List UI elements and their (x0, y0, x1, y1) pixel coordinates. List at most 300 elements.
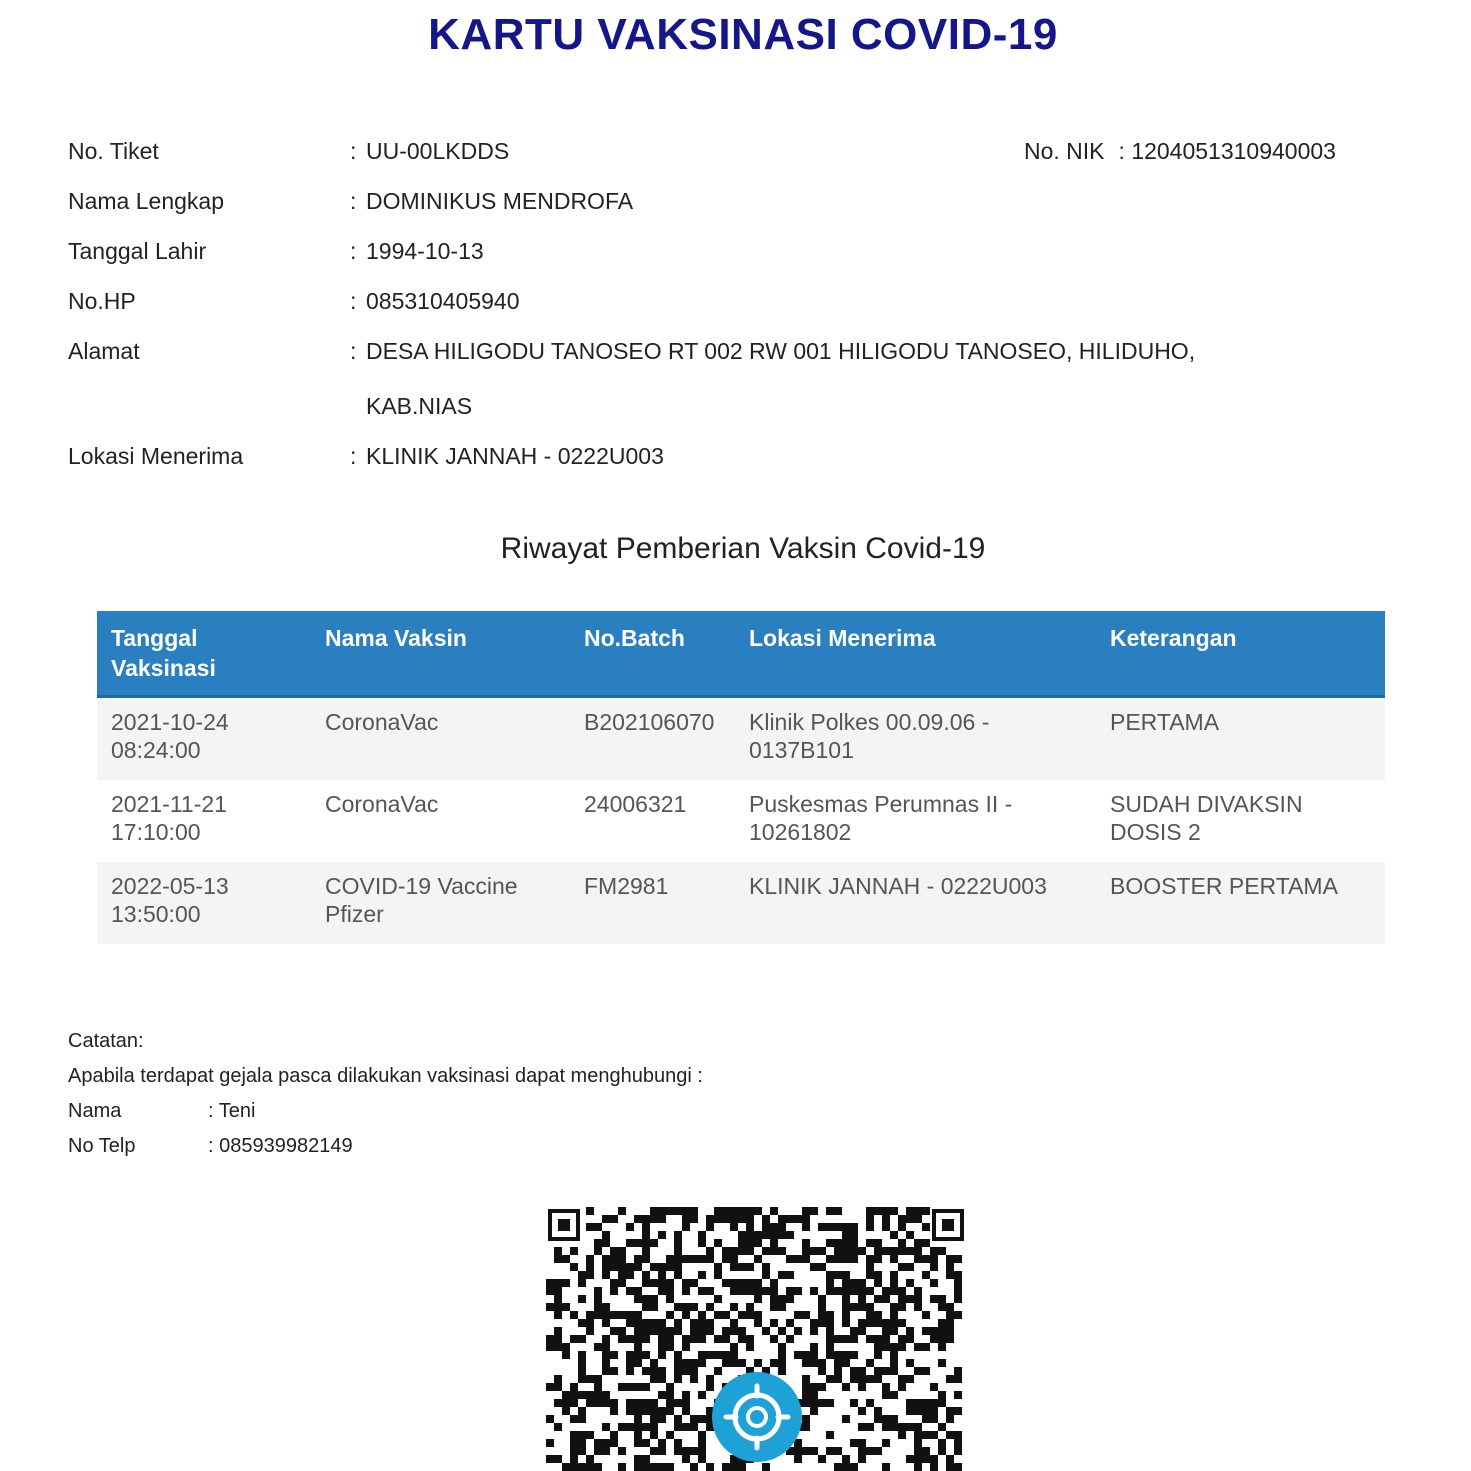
qr-module (762, 1247, 770, 1255)
qr-module (602, 1423, 610, 1431)
qr-module (618, 1423, 626, 1431)
qr-module (570, 1399, 578, 1407)
location-label: Lokasi Menerima (68, 443, 244, 469)
colon: : (350, 443, 357, 469)
qr-module (738, 1335, 746, 1343)
qr-module (618, 1279, 626, 1287)
info-row-dob (68, 230, 1388, 280)
qr-module (874, 1447, 882, 1455)
qr-module (842, 1279, 850, 1287)
qr-module (674, 1247, 682, 1255)
qr-module (754, 1359, 762, 1367)
qr-module (626, 1335, 634, 1343)
qr-module (634, 1351, 642, 1359)
qr-module (602, 1359, 610, 1367)
qr-module (842, 1455, 850, 1463)
info-row-address (68, 330, 1388, 435)
qr-module (890, 1271, 898, 1279)
qr-module (586, 1399, 594, 1407)
qr-module (730, 1463, 738, 1471)
qr-module (922, 1223, 930, 1231)
qr-module (778, 1223, 786, 1231)
qr-module (874, 1415, 882, 1423)
qr-module (586, 1455, 594, 1463)
qr-module (810, 1407, 818, 1415)
qr-module (682, 1407, 690, 1415)
qr-module (946, 1263, 954, 1271)
nik-label: No. NIK (1024, 138, 1105, 164)
qr-module (682, 1287, 690, 1295)
qr-module (690, 1367, 698, 1375)
qr-module (866, 1447, 874, 1455)
qr-module (882, 1423, 890, 1431)
qr-module (610, 1311, 618, 1319)
qr-module (842, 1239, 850, 1247)
qr-module (594, 1383, 602, 1391)
qr-module (898, 1375, 906, 1383)
qr-module (674, 1231, 682, 1239)
qr-module (850, 1223, 858, 1231)
qr-module (554, 1399, 562, 1407)
qr-module (858, 1447, 866, 1455)
qr-module (690, 1359, 698, 1367)
qr-module (666, 1327, 674, 1335)
qr-module (658, 1351, 666, 1359)
qr-module (618, 1247, 626, 1255)
qr-module (610, 1431, 618, 1439)
qr-module (922, 1431, 930, 1439)
qr-module (914, 1455, 922, 1463)
address-value-wrap (350, 324, 1310, 434)
qr-module (882, 1463, 890, 1471)
qr-module (930, 1463, 938, 1471)
qr-module (546, 1335, 554, 1343)
qr-module (898, 1423, 906, 1431)
qr-module (642, 1295, 650, 1303)
qr-module (874, 1279, 882, 1287)
qr-module (906, 1247, 914, 1255)
qr-module (906, 1295, 914, 1303)
qr-module (826, 1319, 834, 1327)
qr-module (826, 1255, 834, 1263)
info-row-name (68, 180, 1388, 230)
qr-module (786, 1271, 794, 1279)
qr-module (850, 1463, 858, 1471)
remarks-line1: SUDAH DIVAKSIN (1110, 791, 1303, 817)
qr-module (762, 1263, 770, 1271)
location-line1: Klinik Polkes 00.09.06 - (749, 709, 990, 735)
qr-module (634, 1383, 642, 1391)
qr-module (826, 1335, 834, 1343)
qr-module (810, 1399, 818, 1407)
qr-module (850, 1367, 858, 1375)
qr-module (834, 1447, 842, 1455)
qr-module (906, 1207, 914, 1215)
qr-module (698, 1311, 706, 1319)
qr-module (578, 1463, 586, 1471)
qr-module (834, 1255, 842, 1263)
address-label: Alamat (68, 338, 140, 364)
qr-module (578, 1375, 586, 1383)
qr-module (610, 1407, 618, 1415)
qr-module (618, 1311, 626, 1319)
qr-module (634, 1423, 642, 1431)
qr-module (938, 1303, 946, 1311)
qr-module (834, 1239, 842, 1247)
qr-module (850, 1303, 858, 1311)
qr-module (602, 1399, 610, 1407)
qr-module (634, 1255, 642, 1263)
qr-module (938, 1359, 946, 1367)
qr-module (890, 1255, 898, 1263)
qr-module (954, 1295, 962, 1303)
qr-module (738, 1215, 746, 1223)
location-line1: KLINIK JANNAH - 0222U003 (749, 873, 1047, 899)
qr-module (842, 1255, 850, 1263)
qr-module (762, 1463, 770, 1471)
qr-module (818, 1247, 826, 1255)
qr-module (858, 1423, 866, 1431)
qr-module (738, 1207, 746, 1215)
qr-module (946, 1455, 954, 1463)
qr-module (554, 1327, 562, 1335)
qr-module (626, 1351, 634, 1359)
qr-module (554, 1311, 562, 1319)
info-row-location (68, 435, 1388, 485)
qr-module (626, 1399, 634, 1407)
info-row-ticket (68, 130, 1388, 180)
qr-module (642, 1407, 650, 1415)
qr-module (722, 1351, 730, 1359)
qr-module (674, 1367, 682, 1375)
qr-module (674, 1439, 682, 1447)
qr-module (730, 1247, 738, 1255)
qr-module (658, 1439, 666, 1447)
time: 17:10:00 (111, 819, 201, 845)
qr-module (818, 1383, 826, 1391)
qr-module (778, 1231, 786, 1239)
qr-module (858, 1319, 866, 1327)
qr-module (866, 1423, 874, 1431)
qr-module (882, 1215, 890, 1223)
qr-module (850, 1335, 858, 1343)
qr-module (626, 1367, 634, 1375)
qr-module (730, 1343, 738, 1351)
qr-module (578, 1359, 586, 1367)
qr-module (594, 1447, 602, 1455)
qr-module (922, 1455, 930, 1463)
pedulilindungi-logo-icon (712, 1372, 802, 1462)
qr-module (946, 1335, 954, 1343)
qr-module (570, 1463, 578, 1471)
qr-module (898, 1383, 906, 1391)
qr-module (610, 1351, 618, 1359)
qr-module (866, 1271, 874, 1279)
qr-module (554, 1375, 562, 1383)
contact-phone-row (68, 1130, 703, 1165)
header-batch: No.Batch (570, 611, 735, 697)
qr-module (746, 1311, 754, 1319)
qr-module (866, 1215, 874, 1223)
qr-module (634, 1327, 642, 1335)
qr-module (714, 1271, 722, 1279)
qr-module (594, 1223, 602, 1231)
qr-module (762, 1223, 770, 1231)
qr-module (874, 1255, 882, 1263)
qr-module (682, 1391, 690, 1399)
qr-module (938, 1439, 946, 1447)
qr-module (690, 1447, 698, 1455)
qr-module (930, 1247, 938, 1255)
qr-module (698, 1431, 706, 1439)
qr-module (810, 1319, 818, 1327)
colon: : (350, 188, 357, 214)
qr-module (610, 1247, 618, 1255)
qr-module (802, 1415, 810, 1423)
qr-module (650, 1239, 658, 1247)
qr-module (946, 1311, 954, 1319)
header-date (97, 611, 311, 697)
qr-module (674, 1351, 682, 1359)
qr-module (674, 1319, 682, 1327)
qr-module (618, 1207, 626, 1215)
qr-module (842, 1415, 850, 1423)
qr-module (658, 1319, 666, 1327)
qr-module (658, 1271, 666, 1279)
qr-module (866, 1239, 874, 1247)
qr-module (818, 1311, 826, 1319)
qr-module (778, 1303, 786, 1311)
qr-module (658, 1263, 666, 1271)
qr-module (882, 1439, 890, 1447)
qr-module (602, 1439, 610, 1447)
qr-module (778, 1343, 786, 1351)
qr-module (642, 1319, 650, 1327)
qr-module (906, 1375, 914, 1383)
contact-name-label: Nama (68, 1100, 122, 1122)
qr-module (930, 1431, 938, 1439)
qr-module (802, 1359, 810, 1367)
qr-module (938, 1399, 946, 1407)
qr-module (674, 1415, 682, 1423)
qr-module (602, 1239, 610, 1247)
qr-module (546, 1455, 554, 1463)
qr-module (666, 1407, 674, 1415)
qr-module (810, 1263, 818, 1271)
qr-module (706, 1247, 714, 1255)
qr-module (770, 1231, 778, 1239)
qr-module (690, 1319, 698, 1327)
qr-module (546, 1439, 554, 1447)
qr-module (842, 1223, 850, 1231)
qr-module (658, 1447, 666, 1455)
qr-module (818, 1359, 826, 1367)
vaccine-line2: Pfizer (325, 901, 384, 927)
qr-module (874, 1367, 882, 1375)
qr-module (738, 1463, 746, 1471)
qr-module (898, 1247, 906, 1255)
qr-module (890, 1287, 898, 1295)
qr-module (850, 1287, 858, 1295)
qr-module (602, 1391, 610, 1399)
qr-module (842, 1463, 850, 1471)
qr-module (746, 1279, 754, 1287)
qr-module (882, 1295, 890, 1303)
location-value: KLINIK JANNAH - 0222U003 (366, 443, 664, 469)
qr-module (746, 1303, 754, 1311)
qr-module (578, 1319, 586, 1327)
qr-module (802, 1215, 810, 1223)
qr-module (690, 1279, 698, 1287)
qr-module (874, 1375, 882, 1383)
qr-module (634, 1439, 642, 1447)
qr-module (818, 1367, 826, 1375)
qr-module (650, 1375, 658, 1383)
qr-module (954, 1255, 962, 1263)
qr-module (810, 1343, 818, 1351)
qr-module (770, 1247, 778, 1255)
qr-module (586, 1327, 594, 1335)
qr-module (746, 1335, 754, 1343)
qr-module (634, 1455, 642, 1463)
qr-module (722, 1311, 730, 1319)
qr-module (682, 1215, 690, 1223)
qr-module (626, 1239, 634, 1247)
qr-module (866, 1255, 874, 1263)
qr-module (938, 1319, 946, 1327)
qr-module (914, 1431, 922, 1439)
qr-module (754, 1255, 762, 1263)
qr-module (634, 1287, 642, 1295)
qr-module (810, 1383, 818, 1391)
qr-module (850, 1327, 858, 1335)
qr-module (922, 1271, 930, 1279)
qr-module (706, 1223, 714, 1231)
qr-module (786, 1335, 794, 1343)
qr-module (874, 1343, 882, 1351)
qr-module (770, 1303, 778, 1311)
qr-module (554, 1287, 562, 1295)
qr-module (698, 1455, 706, 1463)
qr-module (554, 1247, 562, 1255)
qr-module (634, 1343, 642, 1351)
qr-module (690, 1463, 698, 1471)
qr-module (874, 1207, 882, 1215)
qr-module (642, 1239, 650, 1247)
qr-module (842, 1247, 850, 1255)
qr-module (562, 1343, 570, 1351)
qr-module (642, 1463, 650, 1471)
cell-date (97, 780, 311, 862)
qr-module (554, 1295, 562, 1303)
qr-module (794, 1351, 802, 1359)
qr-module (850, 1255, 858, 1263)
date: 2021-10-24 (111, 709, 229, 735)
qr-module (570, 1431, 578, 1439)
header-remarks: Keterangan (1096, 611, 1385, 697)
qr-module (554, 1343, 562, 1351)
qr-module (562, 1407, 570, 1415)
qr-module (890, 1367, 898, 1375)
qr-module (642, 1223, 650, 1231)
qr-module (602, 1303, 610, 1311)
qr-module (898, 1431, 906, 1439)
qr-module (762, 1215, 770, 1223)
qr-module (866, 1263, 874, 1271)
qr-module (682, 1279, 690, 1287)
qr-module (674, 1207, 682, 1215)
qr-module (570, 1383, 578, 1391)
qr-module (810, 1327, 818, 1335)
qr-module (594, 1399, 602, 1407)
qr-module (882, 1223, 890, 1231)
name-value: DOMINIKUS MENDROFA (366, 188, 634, 214)
qr-module (626, 1407, 634, 1415)
qr-module (578, 1335, 586, 1343)
qr-module (778, 1359, 786, 1367)
qr-module (802, 1399, 810, 1407)
qr-module (834, 1207, 842, 1215)
qr-module (722, 1207, 730, 1215)
qr-module (922, 1367, 930, 1375)
qr-module (658, 1287, 666, 1295)
location-line2: 10261802 (749, 819, 852, 845)
info-row-phone (68, 280, 1388, 330)
qr-module (594, 1375, 602, 1383)
qr-module (938, 1423, 946, 1431)
qr-module (714, 1335, 722, 1343)
qr-module (586, 1311, 594, 1319)
qr-module (610, 1263, 618, 1271)
cell-remarks (1096, 697, 1385, 781)
qr-module (618, 1463, 626, 1471)
qr-module (610, 1287, 618, 1295)
qr-module (634, 1407, 642, 1415)
qr-module (682, 1367, 690, 1375)
vaccine-line1: CoronaVac (325, 709, 439, 735)
qr-module (714, 1239, 722, 1247)
phone-label: No.HP (68, 288, 136, 314)
qr-module (602, 1271, 610, 1279)
qr-module (586, 1223, 594, 1231)
qr-module (570, 1391, 578, 1399)
qr-module (642, 1271, 650, 1279)
qr-module (602, 1319, 610, 1327)
qr-module (890, 1351, 898, 1359)
qr-module (690, 1255, 698, 1263)
qr-module (930, 1407, 938, 1415)
qr-module (546, 1287, 554, 1295)
qr-module (802, 1351, 810, 1359)
qr-module (834, 1463, 842, 1471)
qr-module (842, 1383, 850, 1391)
qr-module (586, 1375, 594, 1383)
qr-module (882, 1207, 890, 1215)
qr-module (906, 1455, 914, 1463)
qr-module (546, 1303, 554, 1311)
cell-batch: 24006321 (570, 780, 735, 862)
qr-module (562, 1391, 570, 1399)
qr-module (602, 1215, 610, 1223)
qr-module (682, 1343, 690, 1351)
qr-module (922, 1311, 930, 1319)
qr-module (930, 1327, 938, 1335)
qr-module (674, 1239, 682, 1247)
qr-module (642, 1455, 650, 1463)
qr-module (914, 1407, 922, 1415)
qr-module (930, 1335, 938, 1343)
qr-module (762, 1231, 770, 1239)
